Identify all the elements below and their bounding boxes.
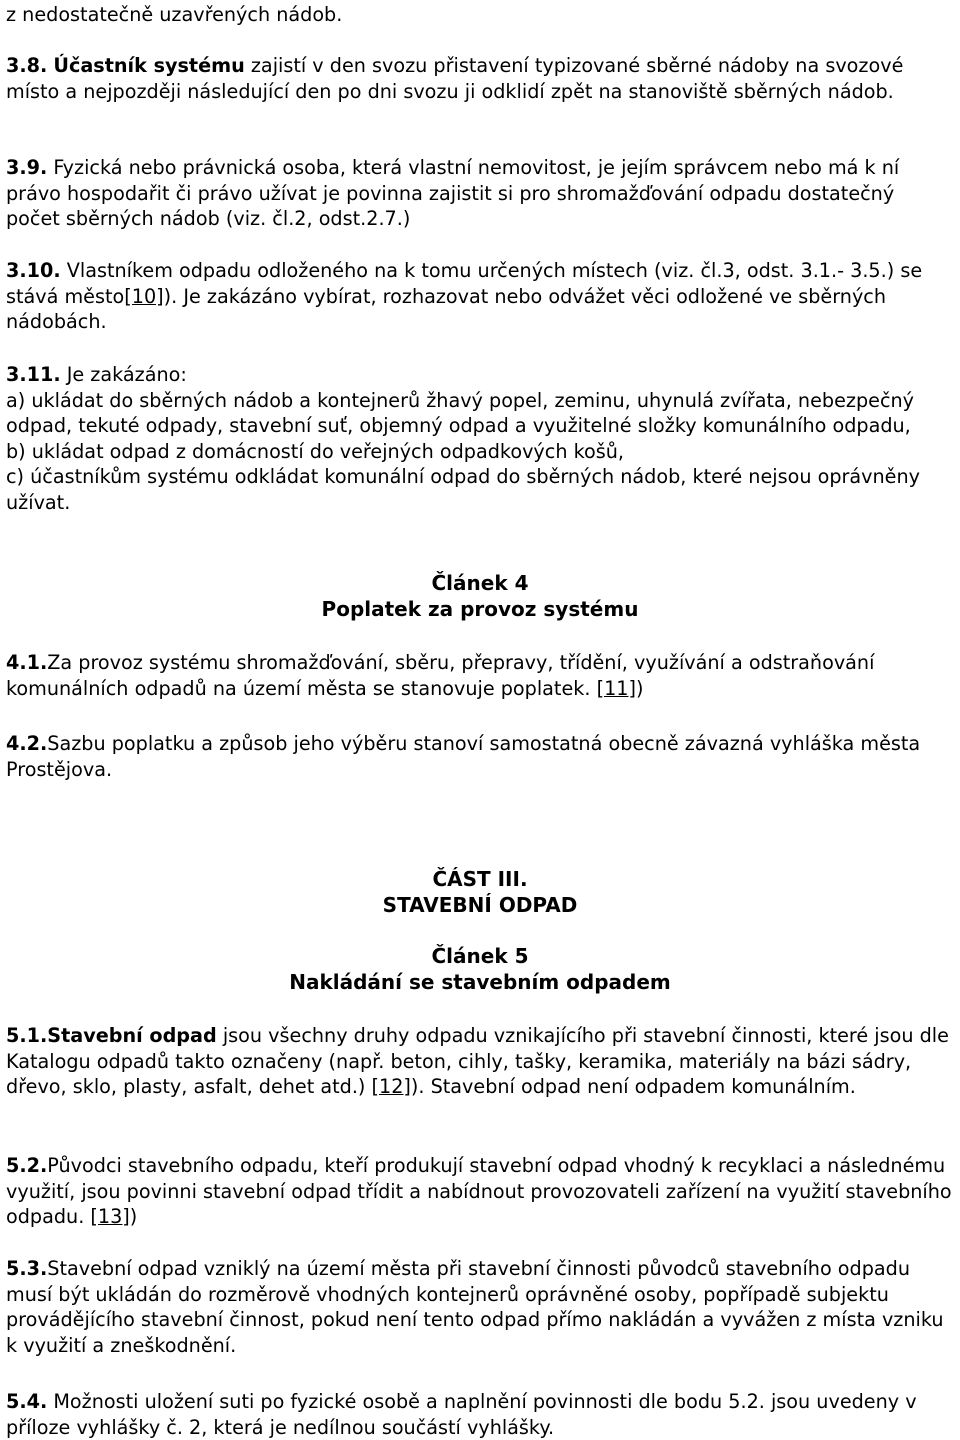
paragraph-5-4 [6, 1389, 954, 1440]
paragraph-number: 4.1. [6, 651, 48, 674]
paragraph-text: Možnosti uložení suti po fyzické osobě a naplnění povinnosti dle bodu 5.2. jsou uvedeny v příloze vyhlášky č. 2, která je nedílnou součástí vyhlášky. [6, 1390, 917, 1439]
part-3-header [6, 866, 954, 918]
paragraph-3-11 [6, 362, 954, 515]
paragraph-number: 5.2. [6, 1154, 48, 1177]
list-item-c: c) účastníkům systému odkládat komunální odpad do sběrných nádob, které nejsou oprávněny užívat. [6, 465, 920, 514]
paragraph-4-1 [6, 650, 954, 701]
part-heading: ČÁST III. [432, 867, 528, 891]
article-heading: Článek 4 [431, 571, 529, 595]
paragraph-3-10 [6, 258, 954, 335]
paragraph-text: Sazbu poplatku a způsob jeho výběru stanoví samostatná obecně závazná vyhláška města Prostějova. [6, 732, 921, 781]
paragraph-text: Vlastníkem odpadu odloženého na k tomu určených místech (viz. čl.3, odst. 3.1.- 3.5.) se stává město [6, 259, 923, 308]
paragraph-number: 5.3. [6, 1257, 48, 1280]
paragraph-intro: Je zakázáno: [60, 363, 187, 386]
paragraph-continuation [6, 2, 954, 28]
paragraph-number: 5.4. [6, 1390, 48, 1413]
paragraph-text: Stavební odpad vzniklý na území města při stavební činnosti původců stavebního odpadu musí být ukládán do rozměrově vhodných kontejnerů oprávněné osoby, popřípadě subjektu provádějícího stavební činnost, pokud není tento odpad přímo nakládán a vyvážen z místa vzniku k využití a zneškodnění. [6, 1257, 944, 1357]
paragraph-text-continued: ). Je zakázáno vybírat, rozhazovat nebo odvážet věci odložené ve sběrných nádobách. [6, 284, 887, 333]
paragraph-number: 4.2. [6, 732, 48, 755]
paragraph-3-9 [6, 155, 954, 232]
paragraph-number: 5.1. [6, 1024, 48, 1047]
paragraph-tail: ) [635, 676, 644, 700]
article-4-header [6, 570, 954, 622]
article-title: Nakládání se stavebním odpadem [289, 970, 671, 994]
paragraph-text: jsou všechny druhy odpadu vznikajícího při stavební činnosti, které jsou dle Katalogu odpadů takto označeny (např. beton, cihly, tašky, keramika, materiály na bázi sádry, dřevo, sklo, plasty, asfalt, dehet atd.) [6, 1024, 949, 1098]
paragraph-5-2 [6, 1153, 954, 1230]
paragraph-number: 3.11. [6, 363, 61, 386]
paragraph-5-3 [6, 1256, 954, 1358]
paragraph-text: Fyzická nebo právnická osoba, která vlastní nemovitost, je jejím správcem nebo má k ní právo hospodařit či právo užívat je povinna zajistit si pro shromažďování odpadu dostatečný počet sběrných nádob (viz. čl.2, odst.2.7.) [6, 156, 900, 230]
paragraph-text: Původci stavebního odpadu, kteří produkují stavební odpad vhodný k recyklaci a následnému využití, jsou povinni stavební odpad třídit a nabídnout provozovateli zařízení na využití stavebního odpadu. [6, 1154, 952, 1228]
paragraph-number: 3.9. [6, 156, 48, 179]
paragraph-text: z nedostatečně uzavřených nádob. [6, 3, 343, 26]
footnote-link-13[interactable]: [13] [90, 1205, 130, 1228]
paragraph-3-8 [6, 53, 954, 104]
paragraph-number: 3.10. [6, 259, 61, 282]
paragraph-text: zajistí v den svozu přistavení typizované sběrné nádoby na svozové místo a nejpozději následující den po dni svozu ji odklidí zpět na stanoviště sběrných nádob. [6, 54, 904, 103]
footnote-link-10[interactable]: [10] [124, 284, 164, 308]
paragraph-text-continued: ). Stavební odpad není odpadem komunálním. [410, 1075, 856, 1098]
paragraph-5-1 [6, 1023, 954, 1100]
paragraph-bold-term: Stavební odpad [47, 1024, 217, 1047]
paragraph-tail: ) [129, 1205, 138, 1228]
paragraph-4-2 [6, 731, 954, 782]
paragraph-bold-term: Účastník systému [53, 54, 245, 77]
part-title: STAVEBNÍ ODPAD [382, 893, 578, 917]
list-item-a: a) ukládat do sběrných nádob a kontejnerů žhavý popel, zeminu, uhynulá zvířata, nebezpečný odpad, tekuté odpady, stavební suť, objemný odpad a využitelné složky komunálního odpadu, [6, 388, 915, 437]
article-heading: Článek 5 [431, 944, 529, 968]
article-title: Poplatek za provoz systému [321, 597, 639, 621]
article-5-header [6, 943, 954, 995]
list-item-b: b) ukládat odpad z domácností do veřejných odpadkových košů, [6, 439, 625, 463]
footnote-link-12[interactable]: [12] [371, 1075, 411, 1098]
paragraph-number: 3.8. [6, 54, 48, 77]
footnote-link-11[interactable]: [11] [596, 676, 636, 700]
paragraph-text: Za provoz systému shromažďování, sběru, přepravy, třídění, využívání a odstraňování komunálních odpadů na území města se stanovuje poplatek. [6, 651, 875, 700]
